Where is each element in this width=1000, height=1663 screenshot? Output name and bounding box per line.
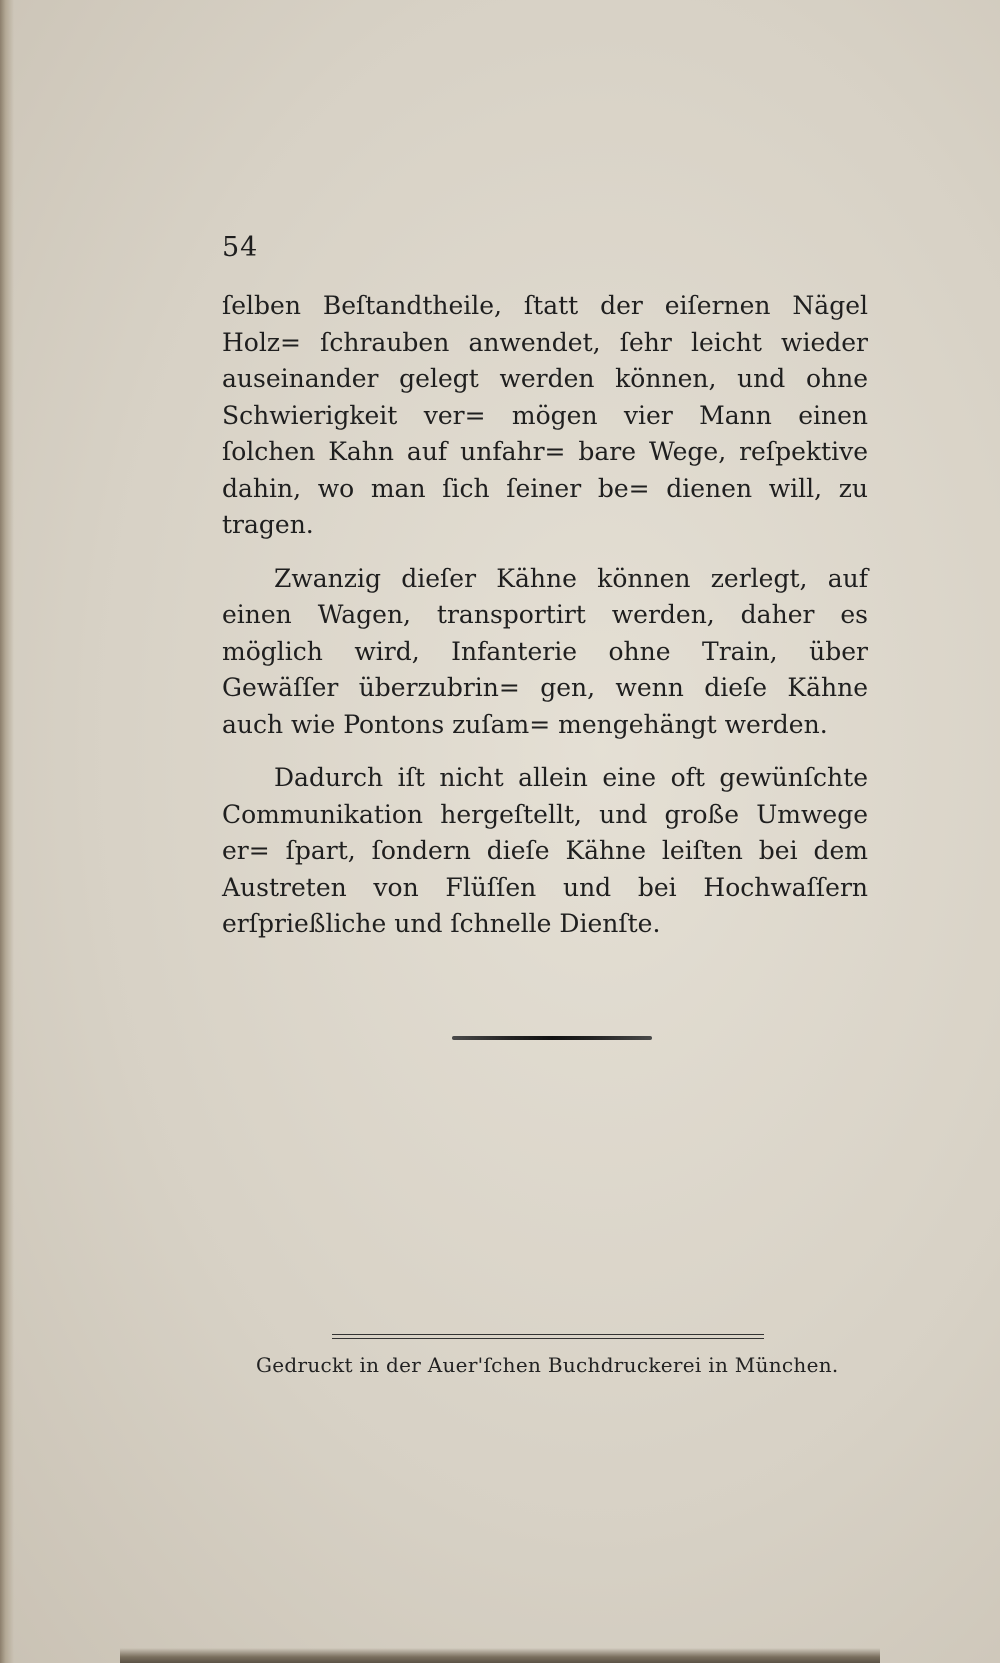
paragraph-1: ſelben Beſtandtheile, ſtatt der eiſernen Nägel Holz= ſchrauben anwendet, ſehr leicht wieder auseinander gelegt werden können, und ohne Schwierigkeit ver= mögen vier Mann einen ſolchen Kahn auf unfahr= bare Wege, reſpektive dahin, wo man ſich ſeiner be= dienen will, zu tragen. bbox=[222, 291, 868, 539]
paragraph-2: Zwanzig dieſer Kähne können zerlegt, auf einen Wagen, transportirt werden, daher es möglich wird, Infanterie ohne Train, über Gewäſſer überzubrin= gen, wenn dieſe Kähne auch wie Pontons zuſam= mengehängt werden. bbox=[222, 563, 868, 739]
page-bottom-edge bbox=[120, 1648, 880, 1663]
page-number: 54 bbox=[222, 232, 259, 263]
page-binding-edge bbox=[0, 0, 14, 1663]
section-divider bbox=[452, 1036, 652, 1040]
paragraph-3: Dadurch iſt nicht allein eine oft gewünſchte Communikation hergeſtellt, und große Umwege er= ſpart, ſondern dieſe Kähne leiſten bei dem Austreten von Flüſſen und bei Hochwaſſern erſprießliche und ſchnelle Dienſte. bbox=[222, 763, 868, 938]
body-text bbox=[222, 288, 868, 943]
printer-imprint: Gedruckt in der Auer'ſchen Buchdruckerei in München. bbox=[256, 1353, 839, 1377]
footer-rule bbox=[332, 1334, 764, 1339]
